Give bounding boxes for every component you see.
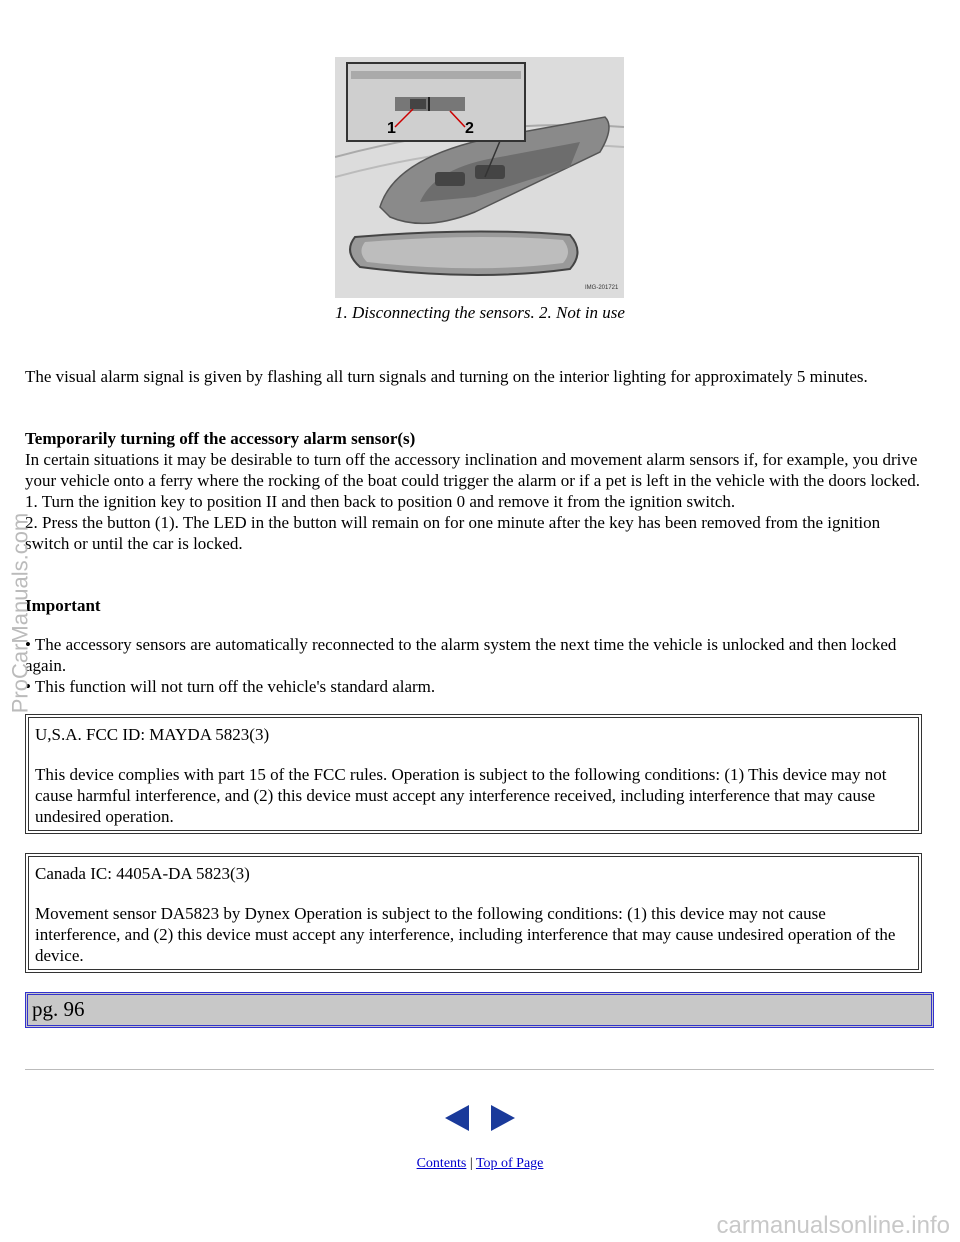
fcc-notice-box <box>25 714 922 834</box>
fcc-text: This device complies with part 15 of the FCC rules. Operation is subject to the following conditions: (1) This device may not cause harmful interference, and (2) this device must accept any interference received, including interference that may cause undesired operation. <box>35 765 887 826</box>
figure-label-1: 1 <box>387 120 396 137</box>
page-navigation <box>443 1103 517 1133</box>
section-body: In certain situations it may be desirable to turn off the accessory inclination and movement alarm sensors if, for example, you drive your vehicle onto a ferry where the rocking of the boat could trigger the alarm or if a pet is left in the vehicle with the doors locked. <box>25 450 921 490</box>
previous-page-icon[interactable] <box>445 1105 469 1131</box>
overhead-console-illustration <box>335 57 624 298</box>
figure-overhead-console <box>335 57 624 298</box>
figure-caption: 1. Disconnecting the sensors. 2. Not in use <box>335 303 625 322</box>
canada-text: Movement sensor DA5823 by Dynex Operation is subject to the following conditions: (1) this device may not cause interference, and (2) this device must accept any interference, including interference that may cause undesired operation of the device. <box>35 904 896 965</box>
footer-links <box>0 1156 960 1172</box>
important-bullet-2: • This function will not turn off the vehicle's standard alarm. <box>25 677 436 696</box>
page-number-bar <box>25 992 934 1028</box>
step-2: 2. Press the button (1). The LED in the button will remain on for one minute after the key has been removed from the ignition switch or until the car is locked. <box>25 513 881 553</box>
page-number: pg. 96 <box>32 997 85 1021</box>
step-1: 1. Turn the ignition key to position II and then back to position 0 and remove it from the ignition switch. <box>25 492 736 511</box>
figure-label-2: 2 <box>465 120 474 137</box>
next-page-icon[interactable] <box>491 1105 515 1131</box>
canada-title: Canada IC: 4405A-DA 5823(3) <box>35 864 250 883</box>
important-block <box>25 595 925 616</box>
section-heading: Temporarily turning off the accessory alarm sensor(s) <box>25 429 416 448</box>
contents-link[interactable]: Contents <box>416 1156 467 1171</box>
divider <box>25 1069 934 1070</box>
link-separator: | <box>469 1156 473 1171</box>
intro-paragraph: The visual alarm signal is given by flashing all turn signals and turning on the interior lighting for approximately 5 minutes. <box>25 367 868 386</box>
side-watermark: ProCarManuals.com <box>7 512 33 714</box>
figure-code: IMG-201721 <box>585 285 619 291</box>
important-list <box>25 634 925 697</box>
footer-watermark: carmanualsonline.info <box>716 1212 950 1239</box>
intro-block <box>25 366 925 387</box>
top-of-page-link[interactable]: Top of Page <box>475 1156 544 1171</box>
section-block <box>25 428 925 554</box>
important-bullet-1: • The accessory sensors are automatically reconnected to the alarm system the next time the vehicle is unlocked and then locked again. <box>25 635 897 675</box>
fcc-title: U,S.A. FCC ID: MAYDA 5823(3) <box>35 725 270 744</box>
important-heading: Important <box>25 596 101 615</box>
canada-notice-box <box>25 853 922 973</box>
